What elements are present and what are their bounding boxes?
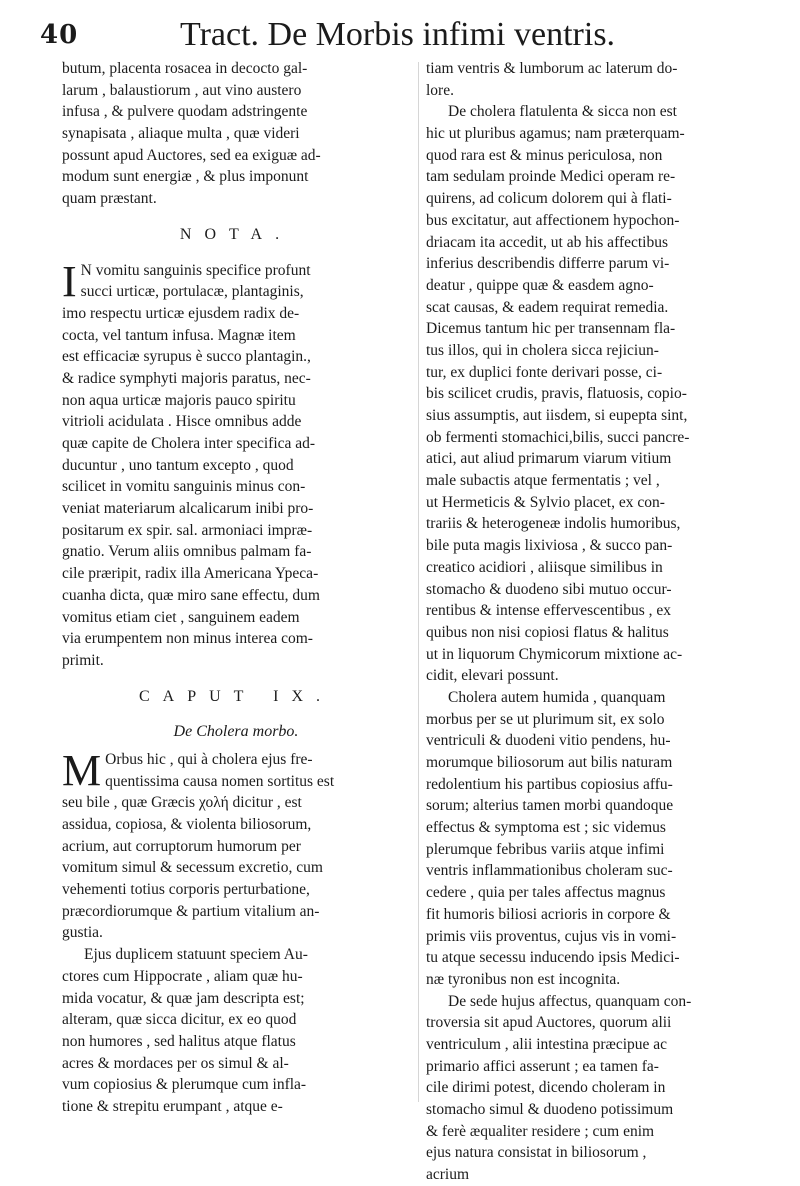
text-line: Dicemus tantum hic per transennam fla- xyxy=(426,320,676,338)
text-line: acrium xyxy=(426,1166,470,1184)
text-line: primis viis proventus, cujus vis in vomi- xyxy=(426,927,677,945)
text-line: Ejus duplicem statuunt speciem Au- xyxy=(84,946,308,964)
nota-heading: NOTA. xyxy=(179,225,293,243)
text-line: vitrioli acidulata . Hisce omnibus adde xyxy=(62,413,302,431)
text-line: quod rara est & minus periculosa, non xyxy=(426,146,663,164)
text-line: & radice symphyti majoris paratus, nec- xyxy=(62,369,311,387)
text-line: gustia. xyxy=(62,924,103,942)
text-line: hic ut pluribus agamus; nam præterquam- xyxy=(426,125,685,143)
text-line: bile puta magis lixiviosa , & succo pan- xyxy=(426,537,673,555)
running-title: Tract. De Morbis infimi ventris. xyxy=(180,16,616,53)
text-line: mida vocatur, & quæ jam descripta est; xyxy=(62,989,305,1007)
text-line: næ tyronibus non est incognita. xyxy=(426,970,621,988)
text-line: morbus per se ut plurimum sit, ex solo xyxy=(426,710,665,728)
text-line: deatur , quippe quæ & easdem agno- xyxy=(426,276,654,294)
text-line: gnatio. Verum aliis omnibus palmam fa- xyxy=(62,543,312,561)
text-line: & ferè æqualiter residere ; cum enim xyxy=(426,1122,655,1140)
text-line: redolentium his partibus copiosius affu- xyxy=(426,775,673,793)
text-line: inferius describendis differre parum vi- xyxy=(426,255,670,273)
text-line: cuanha dicta, quæ miro sane effectu, dum xyxy=(62,586,320,604)
text-line: cocta, vel tantum infusa. Magnæ item xyxy=(62,326,296,344)
right-column xyxy=(426,58,772,1186)
text-line: rentibus & intense effervescentibus , ex xyxy=(426,602,672,620)
text-line: plerumque febribus variis atque infimi xyxy=(426,840,665,858)
text-line: alteram, quæ sicca dicitur, ex eo quod xyxy=(62,1011,297,1029)
text-line: non humores , sed halitus atque flatus xyxy=(62,1032,296,1050)
text-line: præcordiorumque & partium vitalium an- xyxy=(62,902,320,920)
text-line: cidit, elevari possunt. xyxy=(426,667,559,685)
text-line: possunt apud Auctores, sed ea exiguæ ad- xyxy=(62,146,321,164)
text-line: stomacho & duodeno sibi mutuo occur- xyxy=(426,580,672,598)
text-line: tione & strepitu erumpant , atque e- xyxy=(62,1097,283,1115)
text-line: effectus & symptoma est ; sic videmus xyxy=(426,819,666,837)
text-line: quirens, ad colicum dolorem qui à flati- xyxy=(426,190,672,208)
text-line: tus illos, qui in cholera sicca rejiciun- xyxy=(426,341,659,359)
text-line: driacam ita accedit, ut ab his affectibus xyxy=(426,233,669,251)
text-line: non aqua urticæ majoris pauco spiritu xyxy=(62,391,296,409)
text-line: stomacho simul & duodeno potissimum xyxy=(426,1101,674,1118)
text-line: imo respectu urticæ ejusdem radix de- xyxy=(62,304,300,322)
text-line: vehementi totius corporis perturbatione, xyxy=(62,881,310,899)
text-line: ventriculi & duodeni vitio pendens, hu- xyxy=(426,732,671,750)
text-line: modum sunt energiæ , & plus imponunt xyxy=(62,168,309,186)
text-line: trariis & heterogeneæ indolis humoribus, xyxy=(426,515,681,533)
text-line: via erumpentem non minus interea com- xyxy=(62,630,313,648)
left-column xyxy=(62,58,410,1118)
text-line: bus excitatur, aut affectionem hypochon- xyxy=(426,211,680,229)
text-line: ducuntur , uno tantum excepto , quod xyxy=(62,456,294,474)
text-line: cile præripit, radix illa Americana Ypeca- xyxy=(62,565,319,583)
text-line: vomitus etiam ciet , sanguinem eadem xyxy=(62,608,300,626)
text-line: tur, ex duplici fonte derivari posse, ci- xyxy=(426,363,663,381)
text-line: quentissima causa nomen sortitus est xyxy=(105,772,335,790)
text-line: cile dirimi potest, dicendo choleram in xyxy=(426,1079,666,1097)
text-line: male subactis atque fermentatis ; vel , xyxy=(426,472,660,490)
text-line: ut in liquorum Chymicorum mixtione ac- xyxy=(426,645,683,663)
column-gutter xyxy=(418,62,419,1102)
text-line: ventriculum , alii intestina præcipue ac xyxy=(426,1035,668,1053)
text-line: morumque biliosorum aut bilis naturam xyxy=(426,754,673,771)
text-line: ejus natura consistat in biliosorum , xyxy=(426,1144,647,1162)
chapter-heading: CAPUT IX. xyxy=(138,687,334,705)
text-line: quibus non nisi copiosi flatus & halitus xyxy=(426,623,669,641)
text-line: primit. xyxy=(62,651,104,669)
text-line: veniat materiarum alcalicarum inibi pro- xyxy=(62,500,314,518)
page-number: 40 xyxy=(40,20,79,50)
chapter-dropcap: M xyxy=(62,745,102,795)
text-line: ob fermenti stomachici,bilis, succi pancre- xyxy=(426,428,690,446)
text-line: Orbus hic , qui à cholera ejus fre- xyxy=(105,750,313,768)
text-line: lore. xyxy=(426,81,454,99)
text-line: tu atque secessu inducendo ipsis Medici- xyxy=(426,949,680,967)
text-line: succi urticæ, portulacæ, plantaginis, xyxy=(80,283,304,301)
text-line: ut Hermeticis & Sylvio placet, ex con- xyxy=(426,493,665,511)
text-line: quam præstant. xyxy=(62,190,157,208)
text-line: sorum; alterius tamen morbi quandoque xyxy=(426,797,674,815)
text-line: synapisata , aliaque multa , quæ videri xyxy=(62,125,300,143)
nota-paragraph xyxy=(62,256,410,672)
text-line: ctores cum Hippocrate , aliam quæ hu- xyxy=(62,967,303,985)
text-line: est efficaciæ syrupus è succo plantagin., xyxy=(62,348,311,366)
text-line: positarum ex spir. sal. armoniaci impræ- xyxy=(62,521,313,539)
text-line: bis scilicet crudis, pravis, flatuosis, copio- xyxy=(426,385,687,403)
text-line: atici, aut aliud primarum viarum vitium xyxy=(426,450,672,468)
text-line: vum copiosius & plerumque cum infla- xyxy=(62,1076,307,1094)
text-line: acrium, aut corruptorum humorum per xyxy=(62,837,301,855)
text-line: N vomitu sanguinis specifice profunt xyxy=(80,261,311,279)
text-line: acres & mordaces per os simul & al- xyxy=(62,1054,289,1072)
text-line: primario affici asserunt ; ea tamen fa- xyxy=(426,1057,659,1075)
text-line: troversia sit apud Auctores, quorum alii xyxy=(426,1014,672,1032)
text-line: tiam ventris & lumborum ac laterum do- xyxy=(426,60,678,77)
text-line: quæ capite de Cholera inter specifica ad- xyxy=(62,435,316,452)
text-line: sius assumptis, aut iisdem, si eupepta sint, xyxy=(426,407,688,424)
text-line: ventris inflammationibus choleram suc- xyxy=(426,862,673,880)
text-line: Cholera autem humida , quanquam xyxy=(448,688,666,706)
text-line: seu bile , quæ Græcis χολή dicitur , est xyxy=(62,794,302,812)
text-line: tam sedulam proinde Medici operam re- xyxy=(426,168,676,186)
nota-dropcap: I xyxy=(62,256,77,306)
text-line: creatico acidiori , aliisque similibus in xyxy=(426,558,663,576)
text-line: butum, placenta rosacea in decocto gal- xyxy=(62,60,308,77)
text-line: infusa , & pulvere quodam adstringente xyxy=(62,103,308,121)
chapter-subtitle: De Cholera morbo. xyxy=(173,723,299,741)
text-line: fit humoris biliosi acrioris in corpore & xyxy=(426,905,671,923)
right-column-text xyxy=(426,58,772,1186)
text-line: assidua, copiosa, & violenta biliosorum, xyxy=(62,816,312,833)
text-line: cedere , quia per tales affectus magnus xyxy=(426,884,666,902)
text-line: De sede hujus affectus, quanquam con- xyxy=(448,992,692,1010)
running-header xyxy=(40,14,770,62)
chapter-paragraph xyxy=(62,745,410,1118)
text-line: De cholera flatulenta & sicca non est xyxy=(448,103,677,121)
text-line: scilicet in vomitu sanguinis minus con- xyxy=(62,478,306,496)
text-line: larum , balaustiorum , aut vino austero xyxy=(62,81,302,99)
intro-paragraph xyxy=(62,58,410,210)
text-line: vomitum simul & secessum excretio, cum xyxy=(62,859,323,877)
text-line: scat causas, & eadem requirat remedia. xyxy=(426,298,669,316)
